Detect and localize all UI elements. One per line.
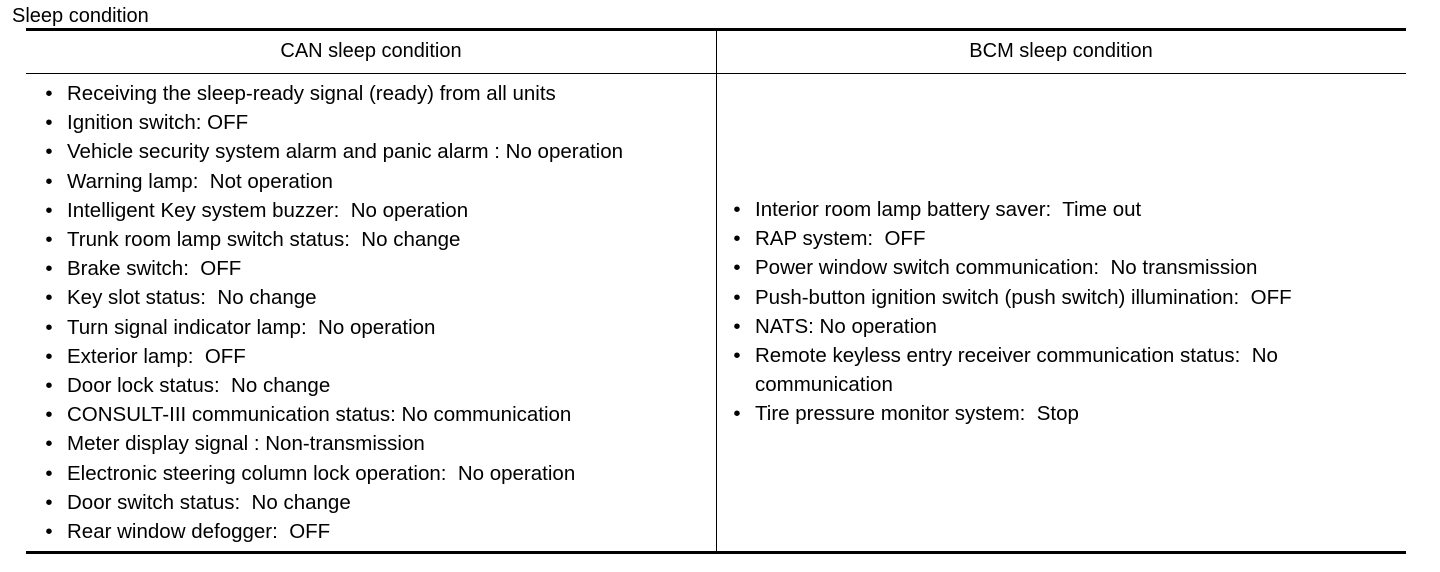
condition-text: RAP system: OFF <box>755 227 926 251</box>
can-condition-item <box>42 254 712 283</box>
can-condition-item <box>42 283 712 312</box>
bullet-icon: • <box>45 315 53 339</box>
bullet-icon: • <box>45 82 53 105</box>
condition-text: Remote keyless entry receiver communication status: No communication <box>755 344 1284 397</box>
condition-text: Warning lamp: Not operation <box>67 169 333 193</box>
bullet-icon: • <box>45 344 53 368</box>
can-condition-list <box>42 79 712 546</box>
condition-text: Electronic steering column lock operation: No operation <box>67 461 576 485</box>
bullet-icon: • <box>733 198 741 221</box>
bcm-condition-item <box>730 195 1390 224</box>
condition-text: Receiving the sleep-ready signal (ready) from all units <box>67 82 556 105</box>
condition-text: Intelligent Key system buzzer: No operation <box>67 198 469 222</box>
condition-text: Trunk room lamp switch status: No change <box>67 228 461 252</box>
bullet-icon: • <box>45 490 53 514</box>
condition-text: Meter display signal : Non-transmission <box>67 432 425 456</box>
bullet-icon: • <box>45 140 53 164</box>
condition-text: Vehicle security system alarm and panic alarm : No operation <box>67 140 624 164</box>
bullet-icon: • <box>45 461 53 485</box>
column-divider <box>716 31 717 551</box>
bullet-icon: • <box>45 111 53 135</box>
can-condition-item <box>42 225 712 254</box>
bullet-icon: • <box>733 256 741 280</box>
condition-text: CONSULT-III communication status: No communication <box>67 403 572 427</box>
bullet-icon: • <box>45 374 53 398</box>
condition-text: Turn signal indicator lamp: No operation <box>67 315 436 339</box>
condition-text: Door switch status: No change <box>67 490 351 514</box>
can-condition-item <box>42 400 712 429</box>
sleep-condition-table <box>26 28 1406 554</box>
bullet-icon: • <box>733 227 741 251</box>
condition-text: Brake switch: OFF <box>67 257 242 281</box>
bullet-icon: • <box>733 402 741 426</box>
bullet-icon: • <box>45 198 53 222</box>
bcm-condition-item <box>730 253 1390 282</box>
can-condition-item <box>42 313 712 342</box>
can-condition-item <box>42 108 712 137</box>
can-condition-item <box>42 517 712 546</box>
can-condition-item <box>42 196 712 225</box>
can-condition-item <box>42 429 712 458</box>
can-condition-item <box>42 79 712 108</box>
condition-text: Rear window defogger: OFF <box>67 520 331 544</box>
can-condition-item <box>42 488 712 517</box>
header-can-sleep-condition: CAN sleep condition <box>280 40 462 62</box>
can-condition-item <box>42 167 712 196</box>
can-condition-item <box>42 137 712 166</box>
bullet-icon: • <box>45 228 53 252</box>
bullet-icon: • <box>45 520 53 544</box>
table-caption: Sleep condition <box>12 5 149 27</box>
bcm-condition-item <box>730 283 1390 312</box>
header-bcm-sleep-condition: BCM sleep condition <box>969 40 1153 62</box>
bullet-icon: • <box>45 403 53 427</box>
bullet-icon: • <box>45 257 53 281</box>
bcm-condition-item <box>730 399 1390 428</box>
condition-text: Power window switch communication: No transmission <box>755 256 1258 280</box>
can-condition-item <box>42 371 712 400</box>
condition-text: Tire pressure monitor system: Stop <box>755 402 1079 426</box>
can-condition-item <box>42 342 712 371</box>
bullet-icon: • <box>733 344 741 368</box>
condition-text: Ignition switch: OFF <box>67 111 249 135</box>
bcm-condition-item <box>730 224 1390 253</box>
condition-text: Door lock status: No change <box>67 374 331 398</box>
bullet-icon: • <box>733 285 741 309</box>
bullet-icon: • <box>733 314 741 338</box>
bullet-icon: • <box>45 286 53 310</box>
condition-text: Push-button ignition switch (push switch) illumination: OFF <box>755 285 1292 309</box>
bcm-condition-item <box>730 312 1390 341</box>
bullet-icon: • <box>45 432 53 456</box>
condition-text: NATS: No operation <box>755 314 937 338</box>
condition-text: Interior room lamp battery saver: Time out <box>755 198 1142 221</box>
condition-text: Key slot status: No change <box>67 286 317 310</box>
bcm-condition-item <box>730 341 1390 399</box>
bullet-icon: • <box>45 169 53 193</box>
bcm-condition-list <box>730 195 1390 429</box>
can-condition-item <box>42 459 712 488</box>
condition-text: Exterior lamp: OFF <box>67 344 246 368</box>
